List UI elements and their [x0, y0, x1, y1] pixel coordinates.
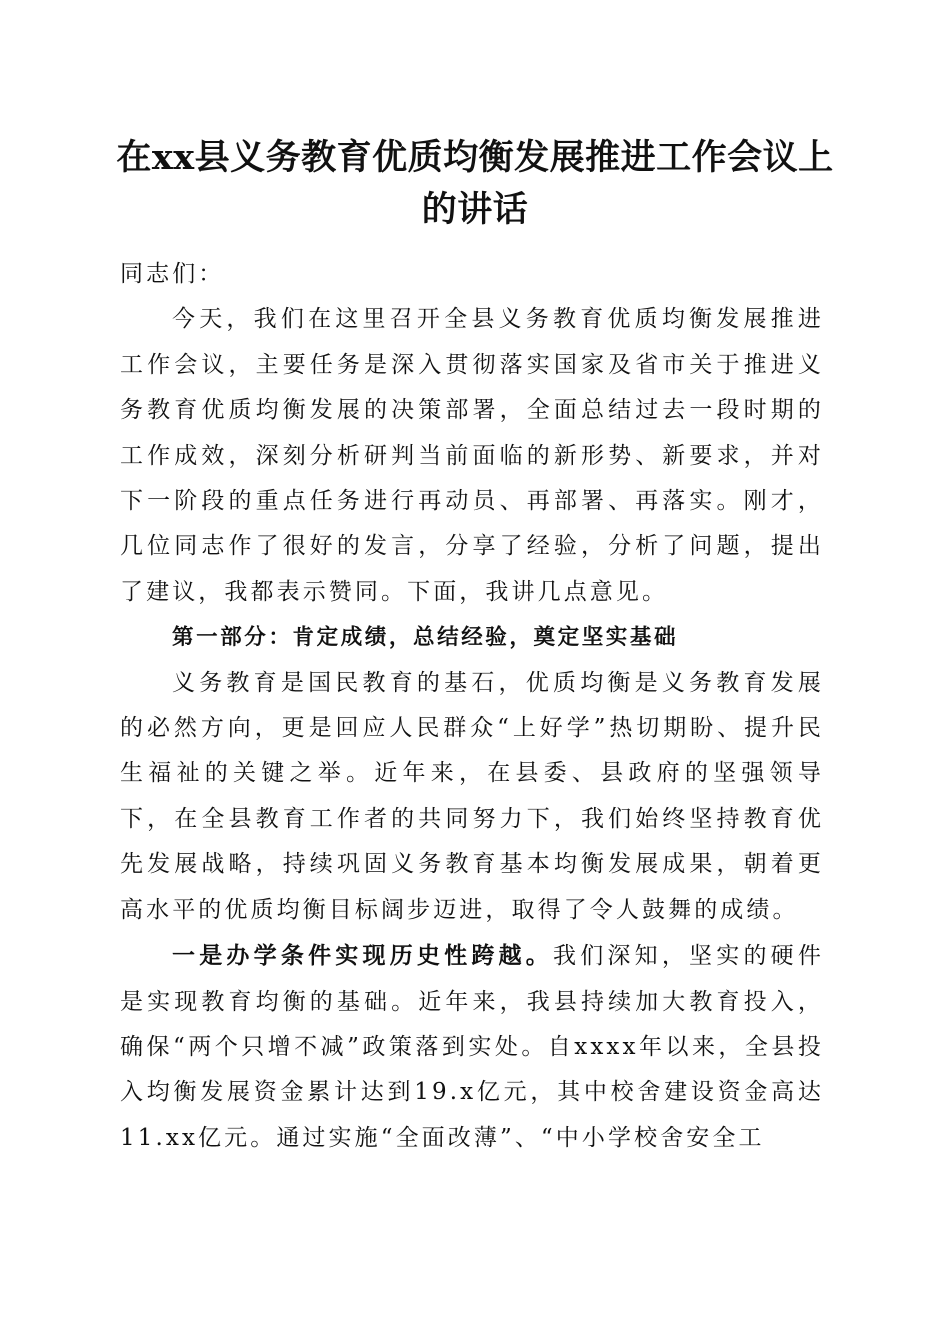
intro-paragraph: 今天，我们在这里召开全县义务教育优质均衡发展推进工作会议，主要任务是深入贯彻落实国家及省市关于推进义务教育优质均衡发展的决策部署，全面总结过去一段时期的工作成效，深刻分析研判当前面临的新形势、新要求，并对下一阶段的重点任务进行再动员、再部署、再落实。刚才，几位同志作了很好的发言，分享了经验，分析了问题，提出了建议，我都表示赞同。下面，我讲几点意见。 — [120, 306, 824, 605]
point-1-lead: 一是办学条件实现历史性跨越。 — [172, 942, 553, 970]
section-1-paragraph: 义务教育是国民教育的基石，优质均衡是义务教育发展的必然方向，更是回应人民群众“上好学”热切期盼、提升民生福祉的关键之举。近年来，在县委、县政府的坚强领导下，在全县教育工作者的共同努力下，我们始终坚持教育优先发展战略，持续巩固义务教育基本均衡发展成果，朝着更高水平的优质均衡目标阔步迈进，取得了令人鼓舞的成绩。 — [120, 669, 824, 923]
salutation: 同志们： — [120, 261, 225, 287]
section-1-heading: 第一部分：肯定成绩，总结经验，奠定坚实基础 — [172, 625, 679, 651]
point-1-body: 我们深知，坚实的硬件是实现教育均衡的基础。近年来，我县持续加大教育投入，确保“两个只增不减”政策落到实处。自xxxx年以来，全县投入均衡发展资金累计达到19.x亿元，其中校舍建设资金高达11.xx亿元。通过实施“全面改薄”、“中小学校舍安全工 — [120, 943, 824, 1151]
document-body — [120, 252, 824, 1161]
point-1-paragraph — [120, 933, 824, 1161]
document-title: 在xx县义务教育优质均衡发展推进工作会议上的讲话 — [116, 137, 834, 230]
section-heading — [120, 615, 824, 660]
